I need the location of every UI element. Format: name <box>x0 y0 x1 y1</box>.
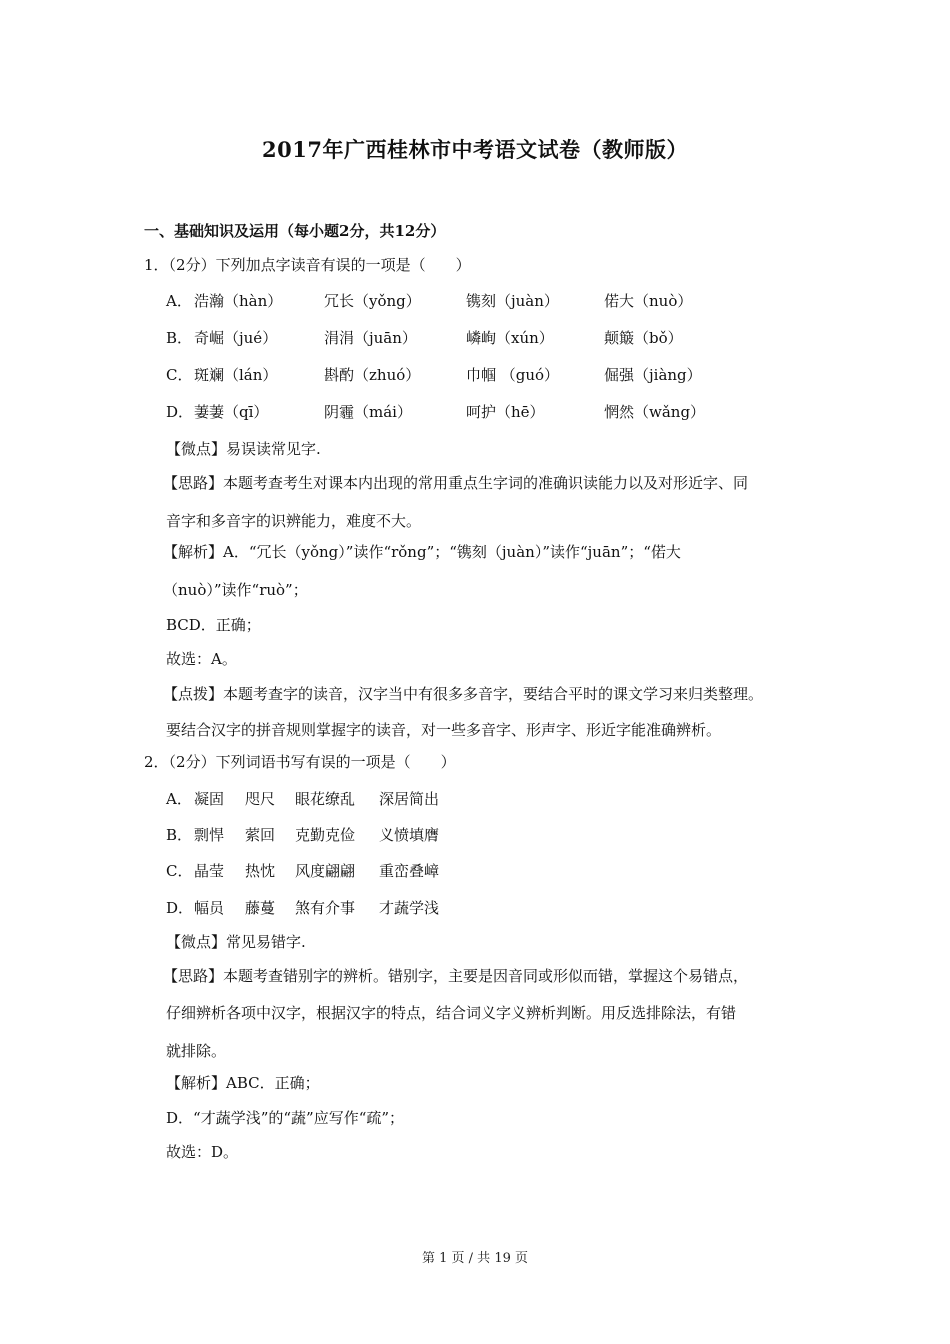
option-label: C． <box>166 862 193 880</box>
option-item: 克勤克俭 <box>295 826 356 844</box>
q1-silu-line-2: 音字和多音字的识辨能力，难度不大。 <box>166 512 422 530</box>
q1-silu-line-1: 【思路】本题考查考生对课本内出现的常用重点生字词的准确识读能力以及对形近字、同 <box>163 474 749 492</box>
option-item: 重峦叠嶂 <box>379 862 440 880</box>
option-item: 凝固 <box>194 790 225 808</box>
option-item: 奇崛（jué） <box>194 329 278 347</box>
q1-jiexi-line-4: 故选：A。 <box>166 650 237 668</box>
option-item: 义愤填膺 <box>379 826 440 844</box>
q2-silu-line-2: 仔细辨析各项中汉字，根据汉字的特点，结合词义字义辨析判断。用反选排除法，有错 <box>166 1004 737 1022</box>
option-item: 藤蔓 <box>245 899 276 917</box>
option-item: 热忱 <box>245 862 276 880</box>
q1-dianbo-line-2: 要结合汉字的拼音规则掌握字的读音，对一些多音字、形声字、形近字能准确辨析。 <box>166 721 722 739</box>
question-1-stem: 1．（2分）下列加点字读音有误的一项是（ ） <box>144 256 471 274</box>
option-item: 嶙峋（xún） <box>466 329 554 347</box>
option-item: 镌刻（juàn） <box>466 292 559 310</box>
section-heading: 一、基础知识及运用（每小题2分，共12分） <box>144 222 446 240</box>
question-2-stem: 2．（2分）下列词语书写有误的一项是（ ） <box>144 753 456 771</box>
option-item: 冗长（yǒng） <box>324 292 421 310</box>
option-label: A． <box>166 790 192 808</box>
option-item: 颠簸（bǒ） <box>604 329 683 347</box>
option-item: 巾帼 （guó） <box>466 366 560 384</box>
q2-silu-line-3: 就排除。 <box>166 1042 227 1060</box>
q1-jiexi-line-3: BCD．正确； <box>166 616 261 634</box>
option-item: 偌大（nuò） <box>604 292 693 310</box>
option-item: 煞有介事 <box>295 899 356 917</box>
q2-jiexi-line-2: D．“才蔬学浅”的“蔬”应写作“疏”； <box>166 1109 405 1127</box>
option-item: 才蔬学浅 <box>379 899 440 917</box>
option-label: D． <box>166 403 194 421</box>
page-footer: 第 1 页 / 共 19 页 <box>422 1251 528 1266</box>
q1-dianbo-line-1: 【点拨】本题考查字的读音，汉字当中有很多多音字，要结合平时的课文学习来归类整理。 <box>163 685 764 703</box>
option-item: 晶莹 <box>194 862 225 880</box>
q1-weidian: 【微点】易误读常见字. <box>166 440 321 458</box>
option-item: 萋萋（qī） <box>194 403 269 421</box>
option-label: A． <box>166 292 192 310</box>
q2-jiexi-line-3: 故选：D。 <box>166 1143 239 1161</box>
option-item: 萦回 <box>245 826 276 844</box>
option-label: D． <box>166 899 194 917</box>
option-item: 斑斓（lán） <box>194 366 278 384</box>
q2-weidian: 【微点】常见易错字. <box>166 933 306 951</box>
option-item: 阴霾（mái） <box>324 403 412 421</box>
option-item: 倔强（jiàng） <box>604 366 702 384</box>
q1-jiexi-line-2: （nuò）”读作“ruò”； <box>163 581 308 599</box>
page-title: 2017年广西桂林市中考语文试卷（教师版） <box>262 137 688 162</box>
option-item: 咫尺 <box>245 790 276 808</box>
option-item: 斟酌（zhuó） <box>324 366 421 384</box>
option-label: C． <box>166 366 193 384</box>
option-item: 涓涓（juān） <box>324 329 417 347</box>
option-label: B． <box>166 826 193 844</box>
q1-jiexi-line-1: 【解析】A．“冗长（yǒng）”读作“rǒng”；“镌刻（juàn）”读作“juān”；“偌大 <box>163 543 681 561</box>
option-item: 剽悍 <box>194 826 225 844</box>
option-item: 惘然（wǎng） <box>604 403 706 421</box>
option-item: 深居简出 <box>379 790 440 808</box>
q2-jiexi-line-1: 【解析】ABC．正确； <box>166 1074 320 1092</box>
option-item: 幅员 <box>194 899 225 917</box>
option-item: 呵护（hē） <box>466 403 545 421</box>
q2-silu-line-1: 【思路】本题考查错别字的辨析。错别字，主要是因音同或形似而错，掌握这个易错点， <box>163 967 749 985</box>
option-item: 眼花缭乱 <box>295 790 356 808</box>
option-item: 浩瀚（hàn） <box>194 292 283 310</box>
option-label: B． <box>166 329 193 347</box>
option-item: 风度翩翩 <box>295 862 356 880</box>
